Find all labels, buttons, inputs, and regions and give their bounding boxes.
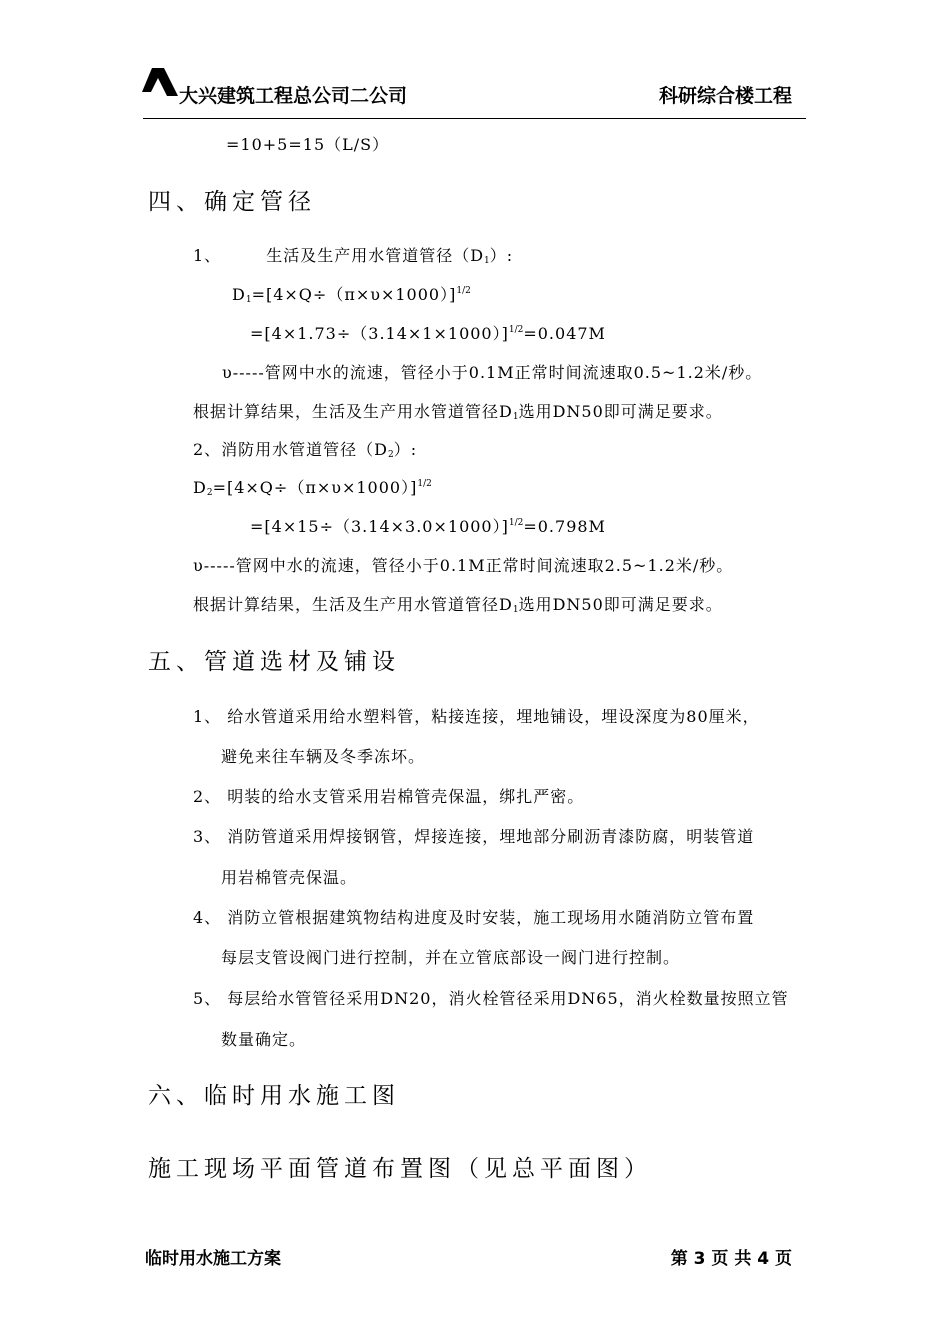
result-1-text-end: 选用DN50即可满足要求。 bbox=[518, 402, 723, 421]
formula-d1-sub: 1 bbox=[245, 295, 252, 305]
formula-d1-calc-expr: =[4×1.73÷（3.14×1×1000）] bbox=[250, 324, 509, 343]
result-1 bbox=[193, 399, 723, 422]
formula-d2 bbox=[193, 475, 432, 498]
pipe-item-1-cont: 避免来往车辆及冬季冻坏。 bbox=[221, 747, 426, 766]
item-1-sub: 1 bbox=[484, 256, 490, 266]
formula-d1-calc-sup: 1/2 bbox=[508, 325, 524, 335]
result-2 bbox=[193, 592, 723, 615]
result-1-text: 根据计算结果，生活及生产用水管道管径D bbox=[193, 402, 513, 421]
formula-d2-var: D bbox=[193, 478, 207, 497]
item-1-number: 1、 bbox=[193, 246, 222, 265]
item-1-text-end: ）: bbox=[489, 246, 514, 265]
formula-d1-calc bbox=[250, 321, 606, 344]
header-rule bbox=[143, 118, 806, 119]
item-1-text: 生活及生产用水管道管径（D bbox=[266, 246, 485, 265]
pipe-item-5: 5、 每层给水管管径采用DN20，消火栓管径采用DN65，消火栓数量按照立管 bbox=[193, 989, 789, 1008]
pipe-item-1: 1、 给水管道采用给水塑料管，粘接连接，埋地铺设，埋设深度为80厘米， bbox=[193, 707, 760, 726]
pipe-item-4-cont: 每层支管设阀门进行控制，并在立管底部设一阀门进行控制。 bbox=[221, 948, 681, 967]
velocity-note-1: υ-----管网中水的流速，管径小于0.1M正常时间流速取0.5~1.2米/秒。 bbox=[222, 363, 763, 382]
formula-d1-calc-result: =0.047M bbox=[523, 324, 606, 343]
item-2-text: 2、消防用水管道管径（D bbox=[193, 440, 389, 459]
section-4-title: 四、确定管径 bbox=[148, 189, 316, 215]
item-2-sub: 2 bbox=[388, 450, 394, 460]
section-5-title: 五、管道选材及铺设 bbox=[148, 649, 400, 675]
item-2-heading bbox=[193, 437, 417, 460]
formula-d2-sup: 1/2 bbox=[417, 479, 432, 489]
result-2-sub: 1 bbox=[512, 605, 519, 615]
pipe-item-3-cont: 用岩棉管壳保温。 bbox=[221, 868, 358, 887]
result-2-text: 根据计算结果，生活及生产用水管道管径D bbox=[193, 595, 513, 614]
pipe-item-3: 3、 消防管道采用焊接钢管，焊接连接，埋地部分刷沥青漆防腐，明装管道 bbox=[193, 827, 755, 846]
company-logo bbox=[142, 68, 178, 96]
section-6-title: 六、临时用水施工图 bbox=[148, 1083, 400, 1109]
formula-d2-expr: =[4×Q÷（π×υ×1000）] bbox=[212, 478, 418, 497]
formula-d1-expr: =[4×Q÷（π×υ×1000）] bbox=[251, 285, 457, 304]
velocity-note-2: υ-----管网中水的流速，管径小于0.1M正常时间流速取2.5~1.2米/秒。 bbox=[193, 556, 734, 575]
formula-d1-sup: 1/2 bbox=[456, 286, 471, 296]
formula-d2-calc-sup: 1/2 bbox=[508, 518, 524, 528]
item-1-heading bbox=[193, 243, 513, 266]
formula-d1 bbox=[232, 282, 471, 305]
formula-d1-var: D bbox=[232, 285, 246, 304]
result-1-sub: 1 bbox=[512, 412, 519, 422]
pipe-item-5-cont: 数量确定。 bbox=[221, 1030, 307, 1049]
result-2-text-end: 选用DN50即可满足要求。 bbox=[518, 595, 723, 614]
pipe-item-2: 2、 明装的给水支管采用岩棉管壳保温，绑扎严密。 bbox=[193, 787, 585, 806]
footer-page-info: 第 3 页 共 4 页 bbox=[670, 1249, 792, 1269]
item-2-text-end: ）: bbox=[393, 440, 418, 459]
pipe-item-4: 4、 消防立管根据建筑物结构进度及时安装，施工现场用水随消防立管布置 bbox=[193, 908, 755, 927]
formula-d2-calc bbox=[250, 514, 606, 537]
formula-d2-calc-result: =0.798M bbox=[523, 517, 606, 536]
company-name: 大兴建筑工程总公司二公司 bbox=[179, 85, 408, 107]
formula-d2-sub: 2 bbox=[206, 488, 213, 498]
formula-d2-calc-expr: =[4×15÷（3.14×3.0×1000）] bbox=[250, 517, 509, 536]
project-name: 科研综合楼工程 bbox=[658, 85, 792, 107]
flow-sum-line: =10+5=15（L/S） bbox=[226, 135, 390, 154]
footer-doc-title: 临时用水施工方案 bbox=[145, 1249, 281, 1269]
section-6-subtitle: 施工现场平面管道布置图（见总平面图） bbox=[148, 1156, 652, 1182]
